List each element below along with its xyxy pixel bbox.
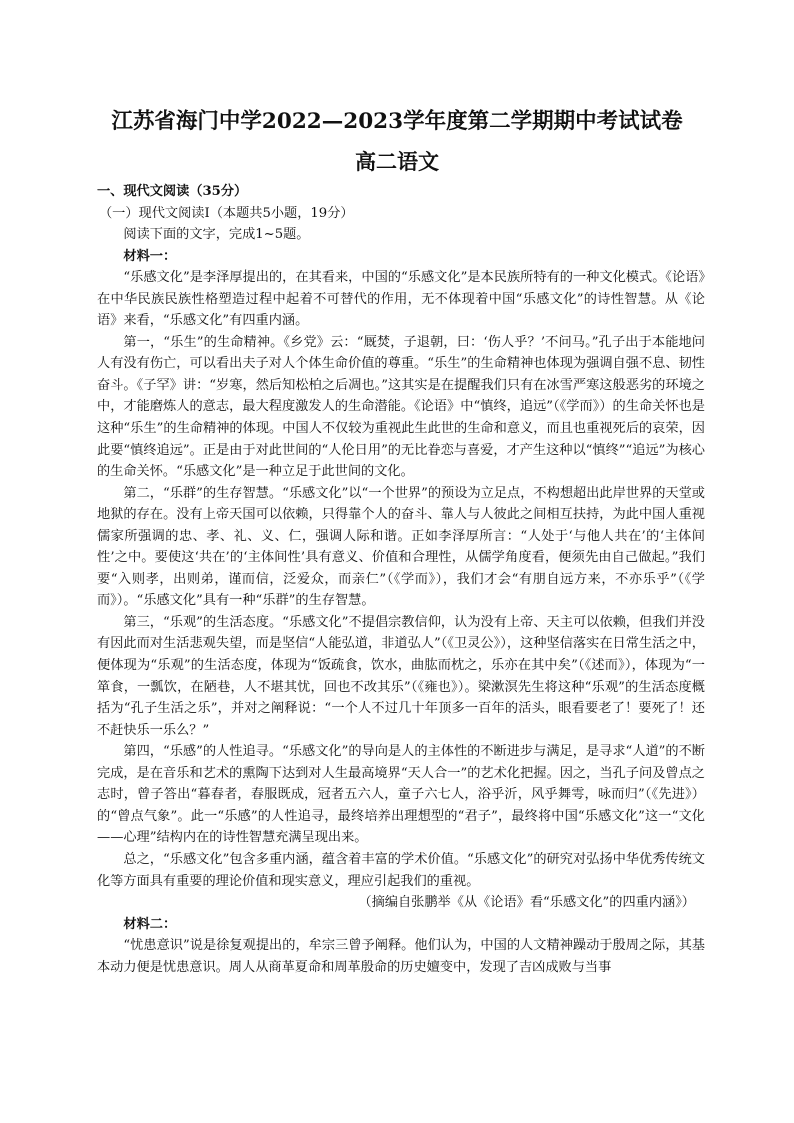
exam-title: 江苏省海门中学2022—2023学年度第二学期期中考试试卷 — [111, 109, 683, 134]
instruction-text: 阅读下面的文字，完成1~5题。 — [123, 227, 310, 243]
material-two-label: 材料二： — [123, 916, 177, 932]
material-one-paragraph: 第四，“乐感”的人性追寻。“乐感文化”的导向是人的主体性的不断进步与满足，是寻求“人道”的不断完成，是在音乐和艺术的熏陶下达到对人生最高境界“天人合一”的艺术化把握。因之，当孔子问及曾点之志时，曾子答出“暮春者，春服既成，冠者五六人，童子六七人，浴乎沂，风乎舞雩，咏而归”（《先进》）的“曾点气象”。此一“乐感”的人性追寻，最终培养出理想型的“君子”，最终将中国“乐感文化”这一“文化——心理”结构内在的诗性智慧充满呈现出来。 — [97, 744, 705, 846]
material-one-label: 材料一： — [123, 248, 177, 264]
material-one-paragraph: 第三，“乐观”的生活态度。“乐感文化”不提倡宗教信仰，认为没有上帝、天主可以依赖，但我们并没有因此而对生活悲观失望，而是坚信“人能弘道，非道弘人”（《卫灵公》），这种坚信落实在日常生活之中，便体现为“乐观”的生活态度，体现为“饭疏食，饮水，曲肱而枕之，乐亦在其中矣”（《述而》），体现为“一箪食，一瓢饮，在陋巷，人不堪其忧，回也不改其乐”（《雍也》）。梁漱溟先生将这种“乐观”的生活态度概括为“孔子生活之乐”，并对之阐释说：“一个人不过几十年顶多一百年的活头，眼看要老了！要死了！还不赶快乐一乐么？” — [97, 614, 705, 738]
reading-section — [97, 181, 705, 978]
material-two-paragraph: “忧患意识”说是徐复观提出的，牟宗三曾予阐释。他们认为，中国的人文精神躁动于殷周之际，其基本动力便是忧患意识。周人从商革夏命和周革殷命的历史嬗变中，发现了吉凶成败与当事 — [97, 938, 705, 975]
section-heading: 一、现代文阅读（35分） — [97, 184, 248, 199]
material-one-paragraph: 总之，“乐感文化”包含多重内涵，蕴含着丰富的学术价值。“乐感文化”的研究对弘扬中华优秀传统文化等方面具有重要的理论价值和现实意义，理应引起我们的重视。 — [97, 851, 705, 889]
material-one-paragraph: 第一，“乐生”的生命精神。《乡党》云：“厩焚，子退朝，曰：‘伤人乎？’不问马。”孔子出于本能地问人有没有伤亡，可以看出夫子对人个体生命价值的尊重。“乐生”的生命精神也体现为强调自强不息、韧性奋斗。《子罕》讲：“岁寒，然后知松柏之后凋也。”这其实是在提醒我们只有在冰雪严寒这般恶劣的环境之中，才能磨炼人的意志，最大程度激发人的生命潜能。《论语》中“慎终，追远”（《学而》）的生命关怀也是这种“乐生”的生命精神的体现。中国人不仅较为重视此生此世的生命和意义，而且也重视死后的哀荣，因此要“慎终追远”。正是由于对此世间的“人伦日用”的无比眷恋与喜爱，才产生这种以“慎终”“追远”为核心的生命关怀。“乐感文化”是一种立足于此世间的文化。 — [97, 334, 705, 480]
material-one-paragraph: “乐感文化”是李泽厚提出的，在其看来，中国的“乐感文化”是本民族所特有的一种文化模式。《论语》在中华民族民族性格塑造过程中起着不可替代的作用，无不体现着中国“乐感文化”的诗性智慧。从《论语》来看，“乐感文化”有四重内涵。 — [97, 270, 705, 329]
section-subheading: （一）现代文阅读Ⅰ（本题共5小题，19分） — [99, 205, 354, 221]
material-one-source: （摘编自张鹏举《从《论语》看“乐感文化”的四重内涵》） — [358, 895, 695, 911]
material-one-paragraph: 第二，“乐群”的生存智慧。“乐感文化”以“一个世界”的预设为立足点，不构想超出此岸世界的天堂或地狱的存在。没有上帝天国可以依赖，只得靠个人的奋斗、靠人与人彼此之间相互扶持，为此中国人重视儒家所强调的忠、孝、礼、义、仁，强调人际和谐。正如李泽厚所言：“人处于‘与他人共在’的‘主体间性’之中。要使这‘共在’的‘主体间性’具有意义、价值和合理性，从儒学角度看，便须先由自己做起。”我们要“入则孝，出则弟，谨而信，泛爱众，而亲仁”（《学而》），我们才会“有朋自远方来，不亦乐乎”（《学而》）。“乐感文化”具有一种“乐群”的生存智慧。 — [97, 485, 705, 609]
exam-subject: 高二语文 — [355, 149, 439, 174]
